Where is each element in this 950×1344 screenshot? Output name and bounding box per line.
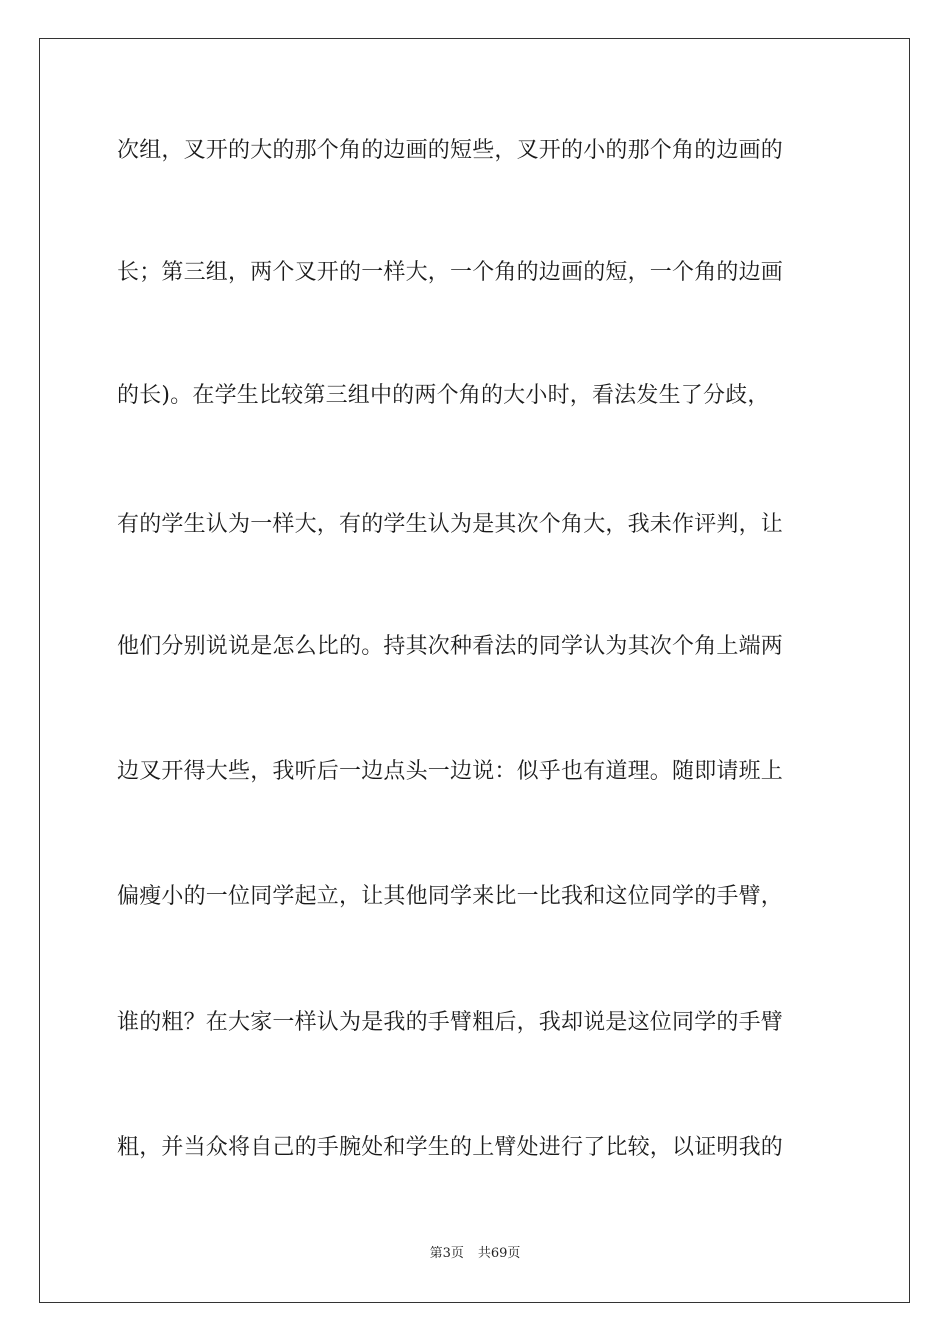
text-line-3: 的长)。在学生比较第三组中的两个角的大小时，看法发生了分歧， [117, 383, 770, 408]
page-number: 第3页 [429, 1246, 464, 1261]
text-line-9: 粗，并当众将自己的手腕处和学生的上臂处进行了比较，以证明我的 [117, 1135, 784, 1160]
text-line-1: 次组，叉开的大的那个角的边画的短些，叉开的小的那个角的边画的 [117, 138, 784, 163]
text-line-6: 边叉开得大些，我听后一边点头一边说：似乎也有道理。随即请班上 [117, 759, 784, 784]
text-line-2: 长；第三组，两个叉开的一样大，一个角的边画的短，一个角的边画 [117, 260, 784, 285]
text-line-5: 他们分别说说是怎么比的。持其次种看法的同学认为其次个角上端两 [117, 634, 784, 659]
page-total: 共69页 [477, 1246, 521, 1261]
page-border [39, 38, 910, 1303]
text-line-4: 有的学生认为一样大，有的学生认为是其次个角大，我未作评判，让 [117, 512, 784, 537]
text-line-7: 偏瘦小的一位同学起立，让其他同学来比一比我和这位同学的手臂， [117, 884, 784, 909]
text-line-8: 谁的粗？在大家一样认为是我的手臂粗后，我却说是这位同学的手臂 [117, 1010, 784, 1035]
page-footer [0, 1245, 950, 1263]
